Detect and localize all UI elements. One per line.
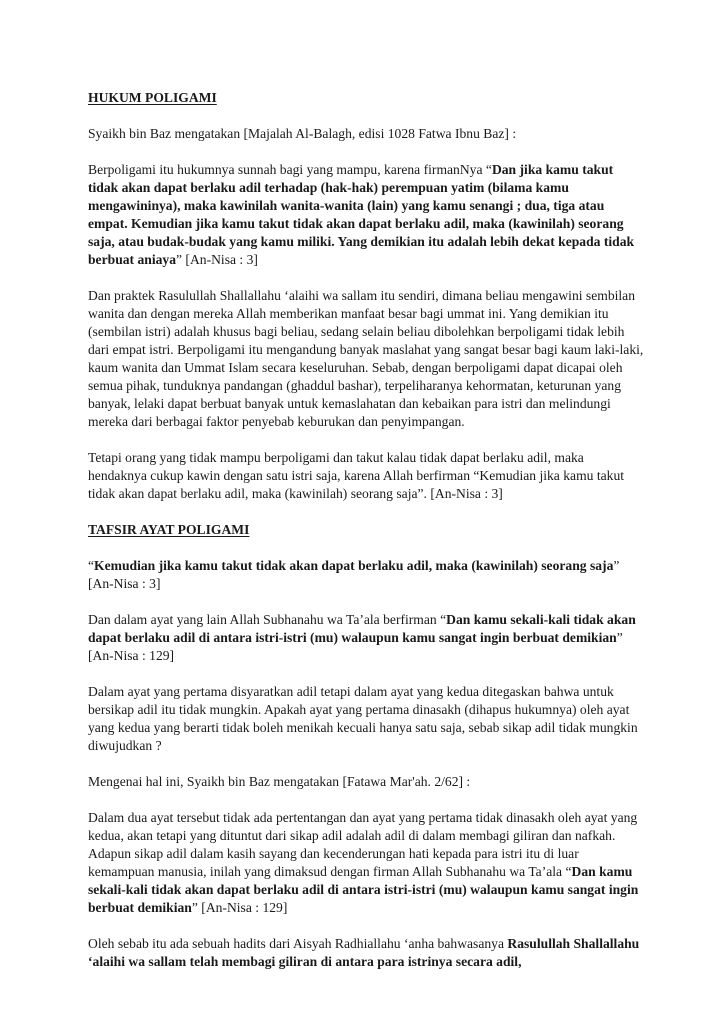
paragraph-intro: Syaikh bin Baz mengatakan [Majalah Al-Balagh, edisi 1028 Fatwa Ibnu Baz] : [88, 126, 517, 141]
text: Oleh sebab itu ada sebuah hadits dari Aisyah Radhiallahu ‘anha bahwasanya [88, 936, 508, 951]
paragraph-praktek: Dan praktek Rasulullah Shallallahu ‘alaihi wa sallam itu sendiri, dimana beliau mengawini sembilan wanita dan dengan mereka Allah memberikan manfaat besar bagi ummat ini. Yang demikian itu (sembilan istri) adalah khusus bagi beliau, sedang selain beliau dibolehkan berpoligami tidak lebih dari empat istri. Berpoligami itu mengandung banyak maslahat yang sangat besar bagi kaum laki-laki, kaum wanita dan Ummat Islam secara keseluruhan. Sebab, dengan berpoligami dapat dicapai oleh semua pihak, tunduknya pandangan (ghaddul bashar), terpeliharanya kehormatan, keturunan yang banyak, lelaki dapat berbuat banyak untuk kemaslahatan dan kebaikan para istri dan melindungi mereka dari berbagai faktor penyebab keburukan dan penyimpangan. [88, 288, 644, 429]
text: Dalam dua ayat tersebut tidak ada pertentangan dan ayat yang pertama tidak dinasakh oleh ayat yang kedua, akan tetapi yang dituntut dari sikap adil adalah adil di dalam membagi giliran dan nafkah. Adapun sikap adil dalam kasih sayang dan kecenderungan hati kepada para istri itu di luar kemampuan manusia, inilah yang dimaksud dengan firman Allah Subhanahu wa Ta’ala “ [88, 810, 638, 879]
paragraph-ayat-quote [88, 557, 644, 593]
paragraph-dua-ayat [88, 809, 644, 917]
heading-tafsir-ayat [88, 521, 644, 539]
document-page [88, 89, 644, 989]
paragraph-ayat-lain [88, 611, 644, 665]
heading-hukum-poligami [88, 89, 644, 107]
text: Berpoligami itu hukumnya sunnah bagi yang mampu, karena firmanNya “ [88, 162, 492, 177]
quran-quote: Dan jika kamu takut tidak akan dapat berlaku adil terhadap (hak-hak) perempuan yatim (bilama kamu mengawininya), maka kawinilah wanita-wanita (lain) yang kamu senangi ; dua, tiga atau empat. Kemudian jika kamu takut tidak akan dapat berlaku adil, maka (kawinilah) seorang saja, atau budak-budak yang kamu miliki. Yang demikian itu adalah lebih dekat kepada tidak berbuat aniaya [88, 162, 635, 267]
heading-text: HUKUM POLIGAMI [88, 90, 217, 105]
paragraph-tidak-mampu: Tetapi orang yang tidak mampu berpoligami dan takut kalau tidak dapat berlaku adil, maka hendaknya cukup kawin dengan satu istri saja, karena Allah berfirman “Kemudian jika kamu takut tidak akan dapat berlaku adil, maka (kawinilah) seorang saja”. [An-Nisa : 3] [88, 450, 625, 501]
quran-quote: Kemudian jika kamu takut tidak akan dapat berlaku adil, maka (kawinilah) seorang saja [94, 558, 614, 573]
citation: ” [An-Nisa : 3] [176, 252, 258, 267]
paragraph-syarat-adil: Dalam ayat yang pertama disyaratkan adil tetapi dalam ayat yang kedua ditegaskan bahwa untuk bersikap adil itu tidak mungkin. Apakah ayat yang pertama dinasakh (dihapus hukumnya) oleh ayat yang kedua yang berarti tidak boleh menikah kecuali hanya satu saja, sebab sikap adil tidak mungkin diwujudkan ? [88, 684, 638, 753]
citation: ” [An-Nisa : 129] [88, 630, 623, 663]
citation: ” [An-Nisa : 3] [88, 558, 620, 591]
citation: ” [An-Nisa : 129] [191, 900, 288, 915]
text: “ [88, 558, 95, 573]
text: Dan dalam ayat yang lain Allah Subhanahu wa Ta’ala berfirman “ [88, 612, 447, 627]
quran-quote: Dan kamu sekali-kali tidak akan dapat berlaku adil di antara istri-istri (mu) walaupun kamu sangat ingin berbuat demikian [88, 864, 639, 915]
hadith-quote: Rasulullah Shallallahu ‘alaihi wa sallam telah membagi giliran di antara para istrinya secara adil, [88, 936, 640, 969]
heading-text: TAFSIR AYAT POLIGAMI [88, 522, 250, 537]
paragraph-mengenai: Mengenai hal ini, Syaikh bin Baz mengatakan [Fatawa Mar'ah. 2/62] : [88, 774, 471, 789]
paragraph-hadits [88, 935, 644, 971]
paragraph-sunnah [88, 161, 644, 269]
quran-quote: Dan kamu sekali-kali tidak akan dapat berlaku adil di antara istri-istri (mu) walaupun kamu sangat ingin berbuat demikian [88, 612, 636, 645]
